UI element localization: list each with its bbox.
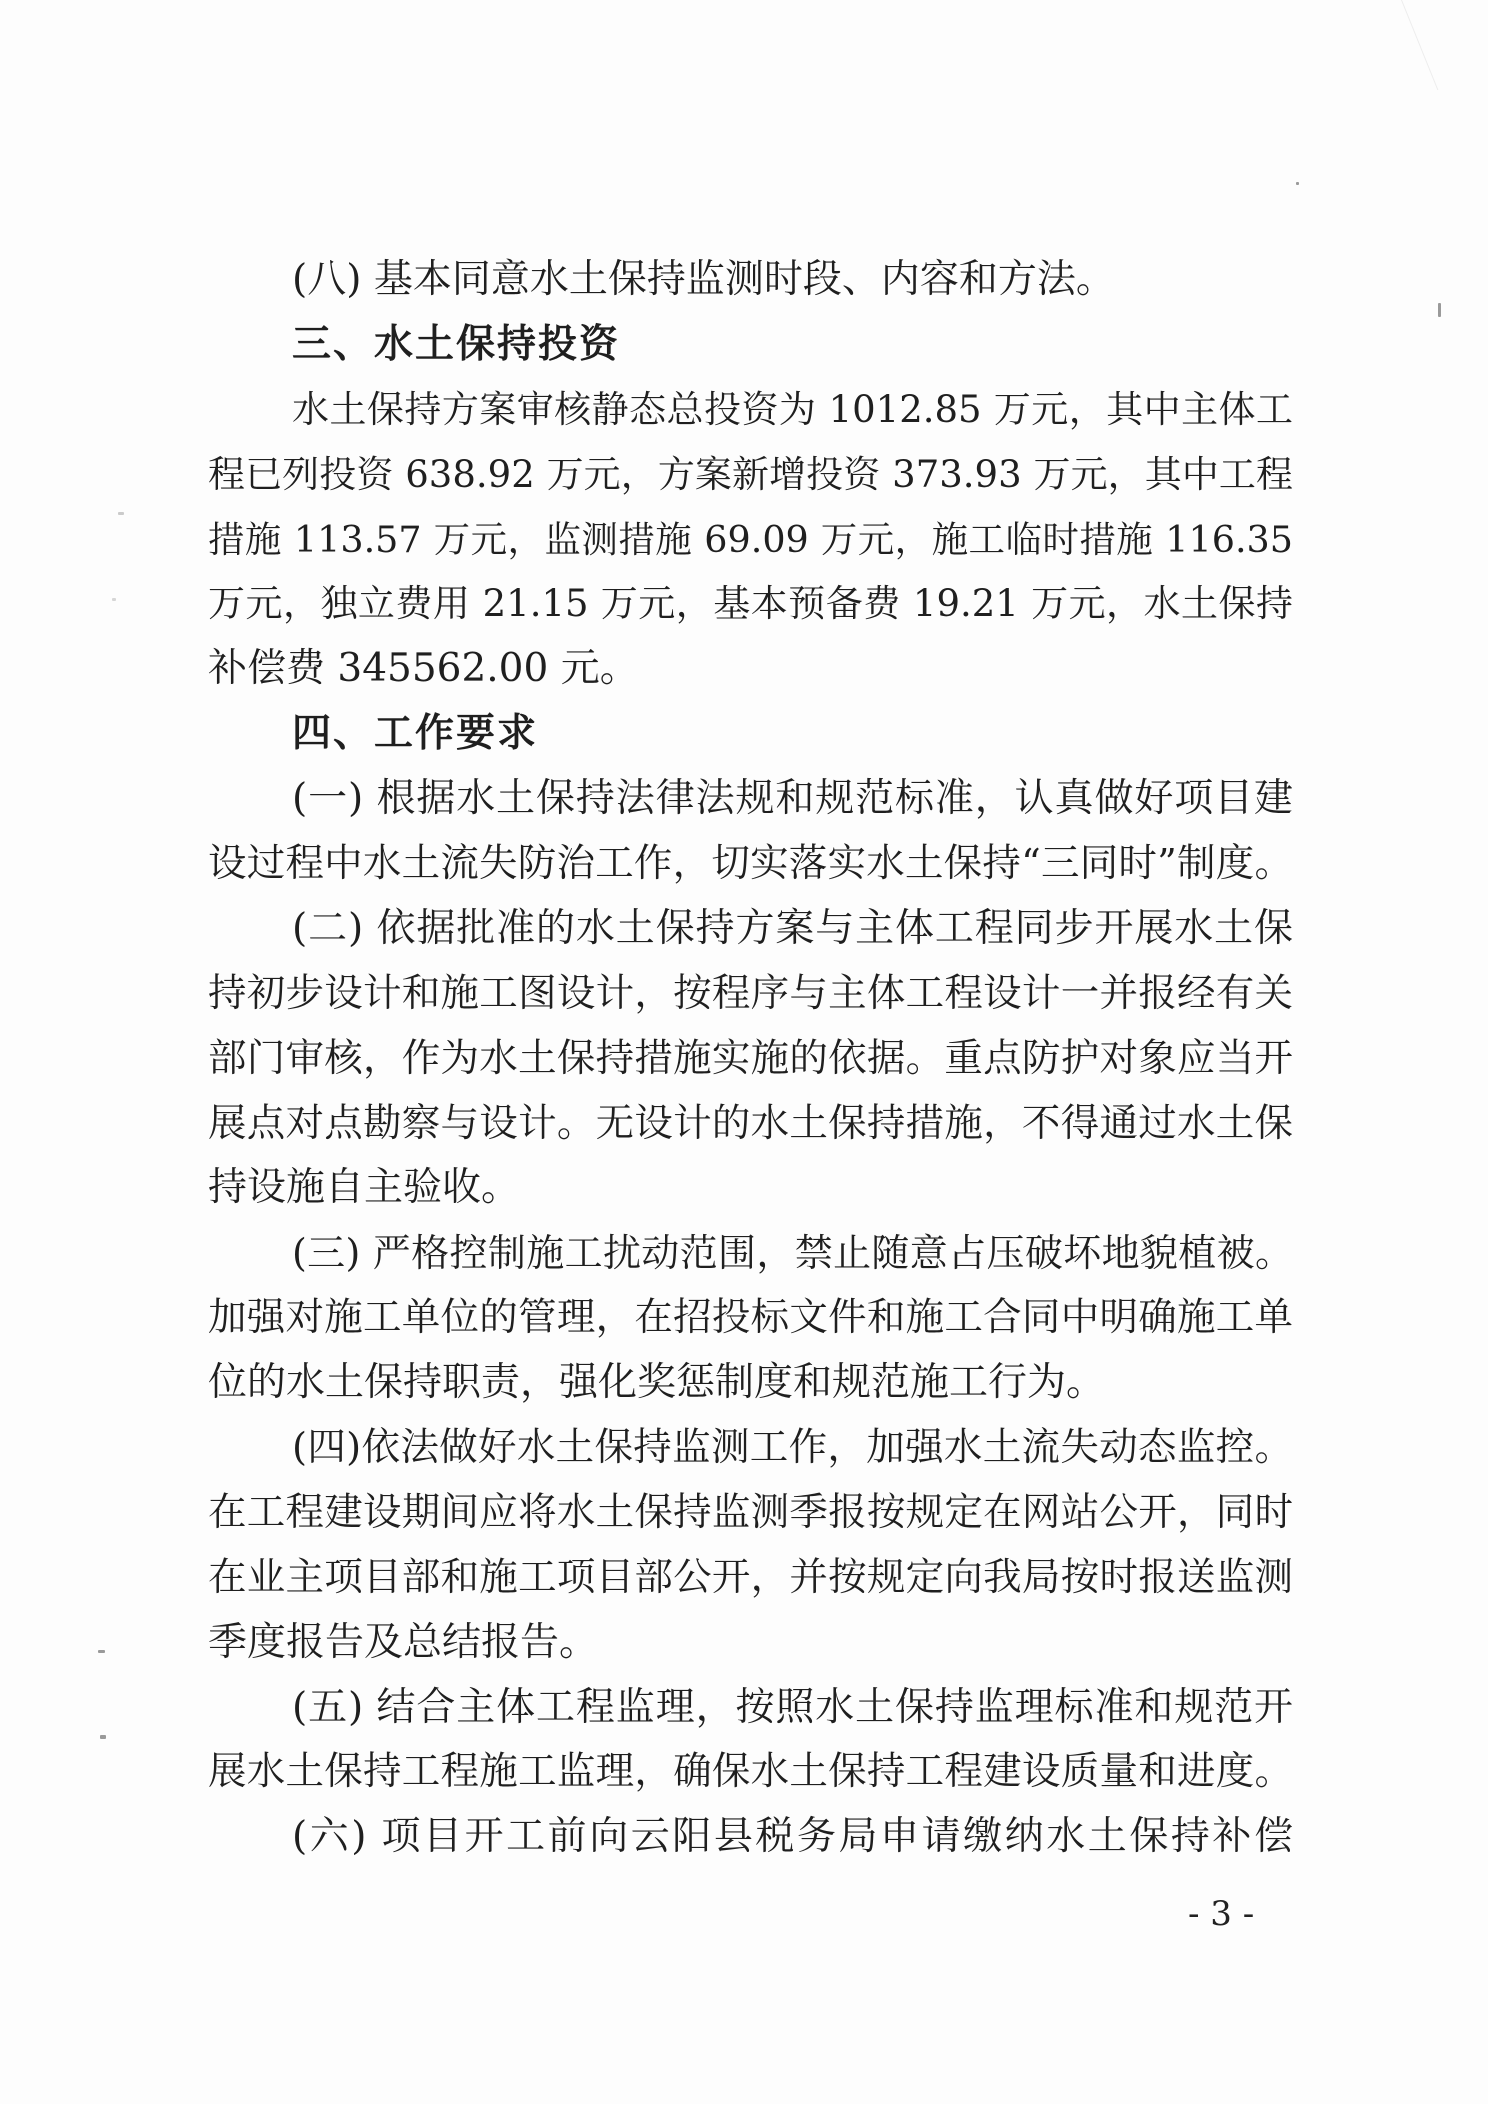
- body-text-line: 持初步设计和施工图设计，按程序与主体工程设计一并报经有关: [208, 970, 1293, 1016]
- body-text-line: 加强对施工单位的管理，在招投标文件和施工合同中明确施工单: [208, 1295, 1293, 1341]
- body-text-line: (八) 基本同意水土保持监测时段、内容和方法。: [292, 257, 1115, 302]
- scan-speck: [1296, 182, 1299, 185]
- page-number: - 3 -: [1188, 1894, 1255, 1934]
- body-text-line: 程已列投资 638.92 万元，方案新增投资 373.93 万元，其中工程: [208, 452, 1293, 496]
- body-text-line: 在工程建设期间应将水土保持监测季报按规定在网站公开，同时: [208, 1489, 1293, 1535]
- body-text-line: 位的水土保持职责，强化奖惩制度和规范施工行为。: [208, 1360, 1106, 1406]
- scan-speck: [118, 512, 124, 515]
- body-text-line: (五) 结合主体工程监理，按照水土保持监理标准和规范开: [292, 1684, 1293, 1730]
- body-text-line: 部门审核，作为水土保持措施实施的依据。重点防护对象应当开: [208, 1035, 1293, 1081]
- body-text-line: 水土保持方案审核静态总投资为 1012.85 万元，其中主体工: [292, 387, 1293, 431]
- body-text-line: 措施 113.57 万元，监测措施 69.09 万元，施工临时措施 116.35: [208, 517, 1293, 561]
- body-text-line: 补偿费 345562.00 元。: [208, 646, 639, 692]
- scan-speck: [100, 1735, 106, 1739]
- section-heading: 四、工作要求: [292, 711, 539, 757]
- body-text-line: 在业主项目部和施工项目部公开，并按规定向我局按时报送监测: [208, 1554, 1293, 1600]
- scan-speck: [1438, 303, 1441, 317]
- document-body: [208, 248, 1293, 1870]
- body-text-line: (二) 依据批准的水土保持方案与主体工程同步开展水土保: [292, 905, 1293, 951]
- body-text-line: 设过程中水土流失防治工作，切实落实水土保持“三同时”制度。: [208, 841, 1293, 887]
- body-text-line: (四)依法做好水土保持监测工作，加强水土流失动态监控。: [292, 1425, 1293, 1471]
- scan-corner-mark: [1401, 0, 1488, 90]
- section-heading: 三、水土保持投资: [292, 321, 621, 367]
- scan-speck: [112, 598, 116, 601]
- body-text-line: 季度报告及总结报告。: [208, 1619, 599, 1665]
- body-text-line: 万元，独立费用 21.15 万元，基本预备费 19.21 万元，水土保持: [208, 582, 1293, 626]
- body-text-line: (六) 项目开工前向云阳县税务局申请缴纳水土保持补偿: [292, 1814, 1293, 1860]
- body-text-line: (三) 严格控制施工扰动范围，禁止随意占压破坏地貌植被。: [292, 1231, 1293, 1276]
- body-text-line: 持设施自主验收。: [208, 1165, 521, 1211]
- body-text-line: (一) 根据水土保持法律法规和规范标准，认真做好项目建: [292, 776, 1293, 822]
- scan-speck: [98, 1650, 105, 1653]
- body-text-line: 展点对点勘察与设计。无设计的水土保持措施，不得通过水土保: [208, 1100, 1293, 1146]
- body-text-line: 展水土保持工程施工监理，确保水土保持工程建设质量和进度。: [208, 1749, 1293, 1795]
